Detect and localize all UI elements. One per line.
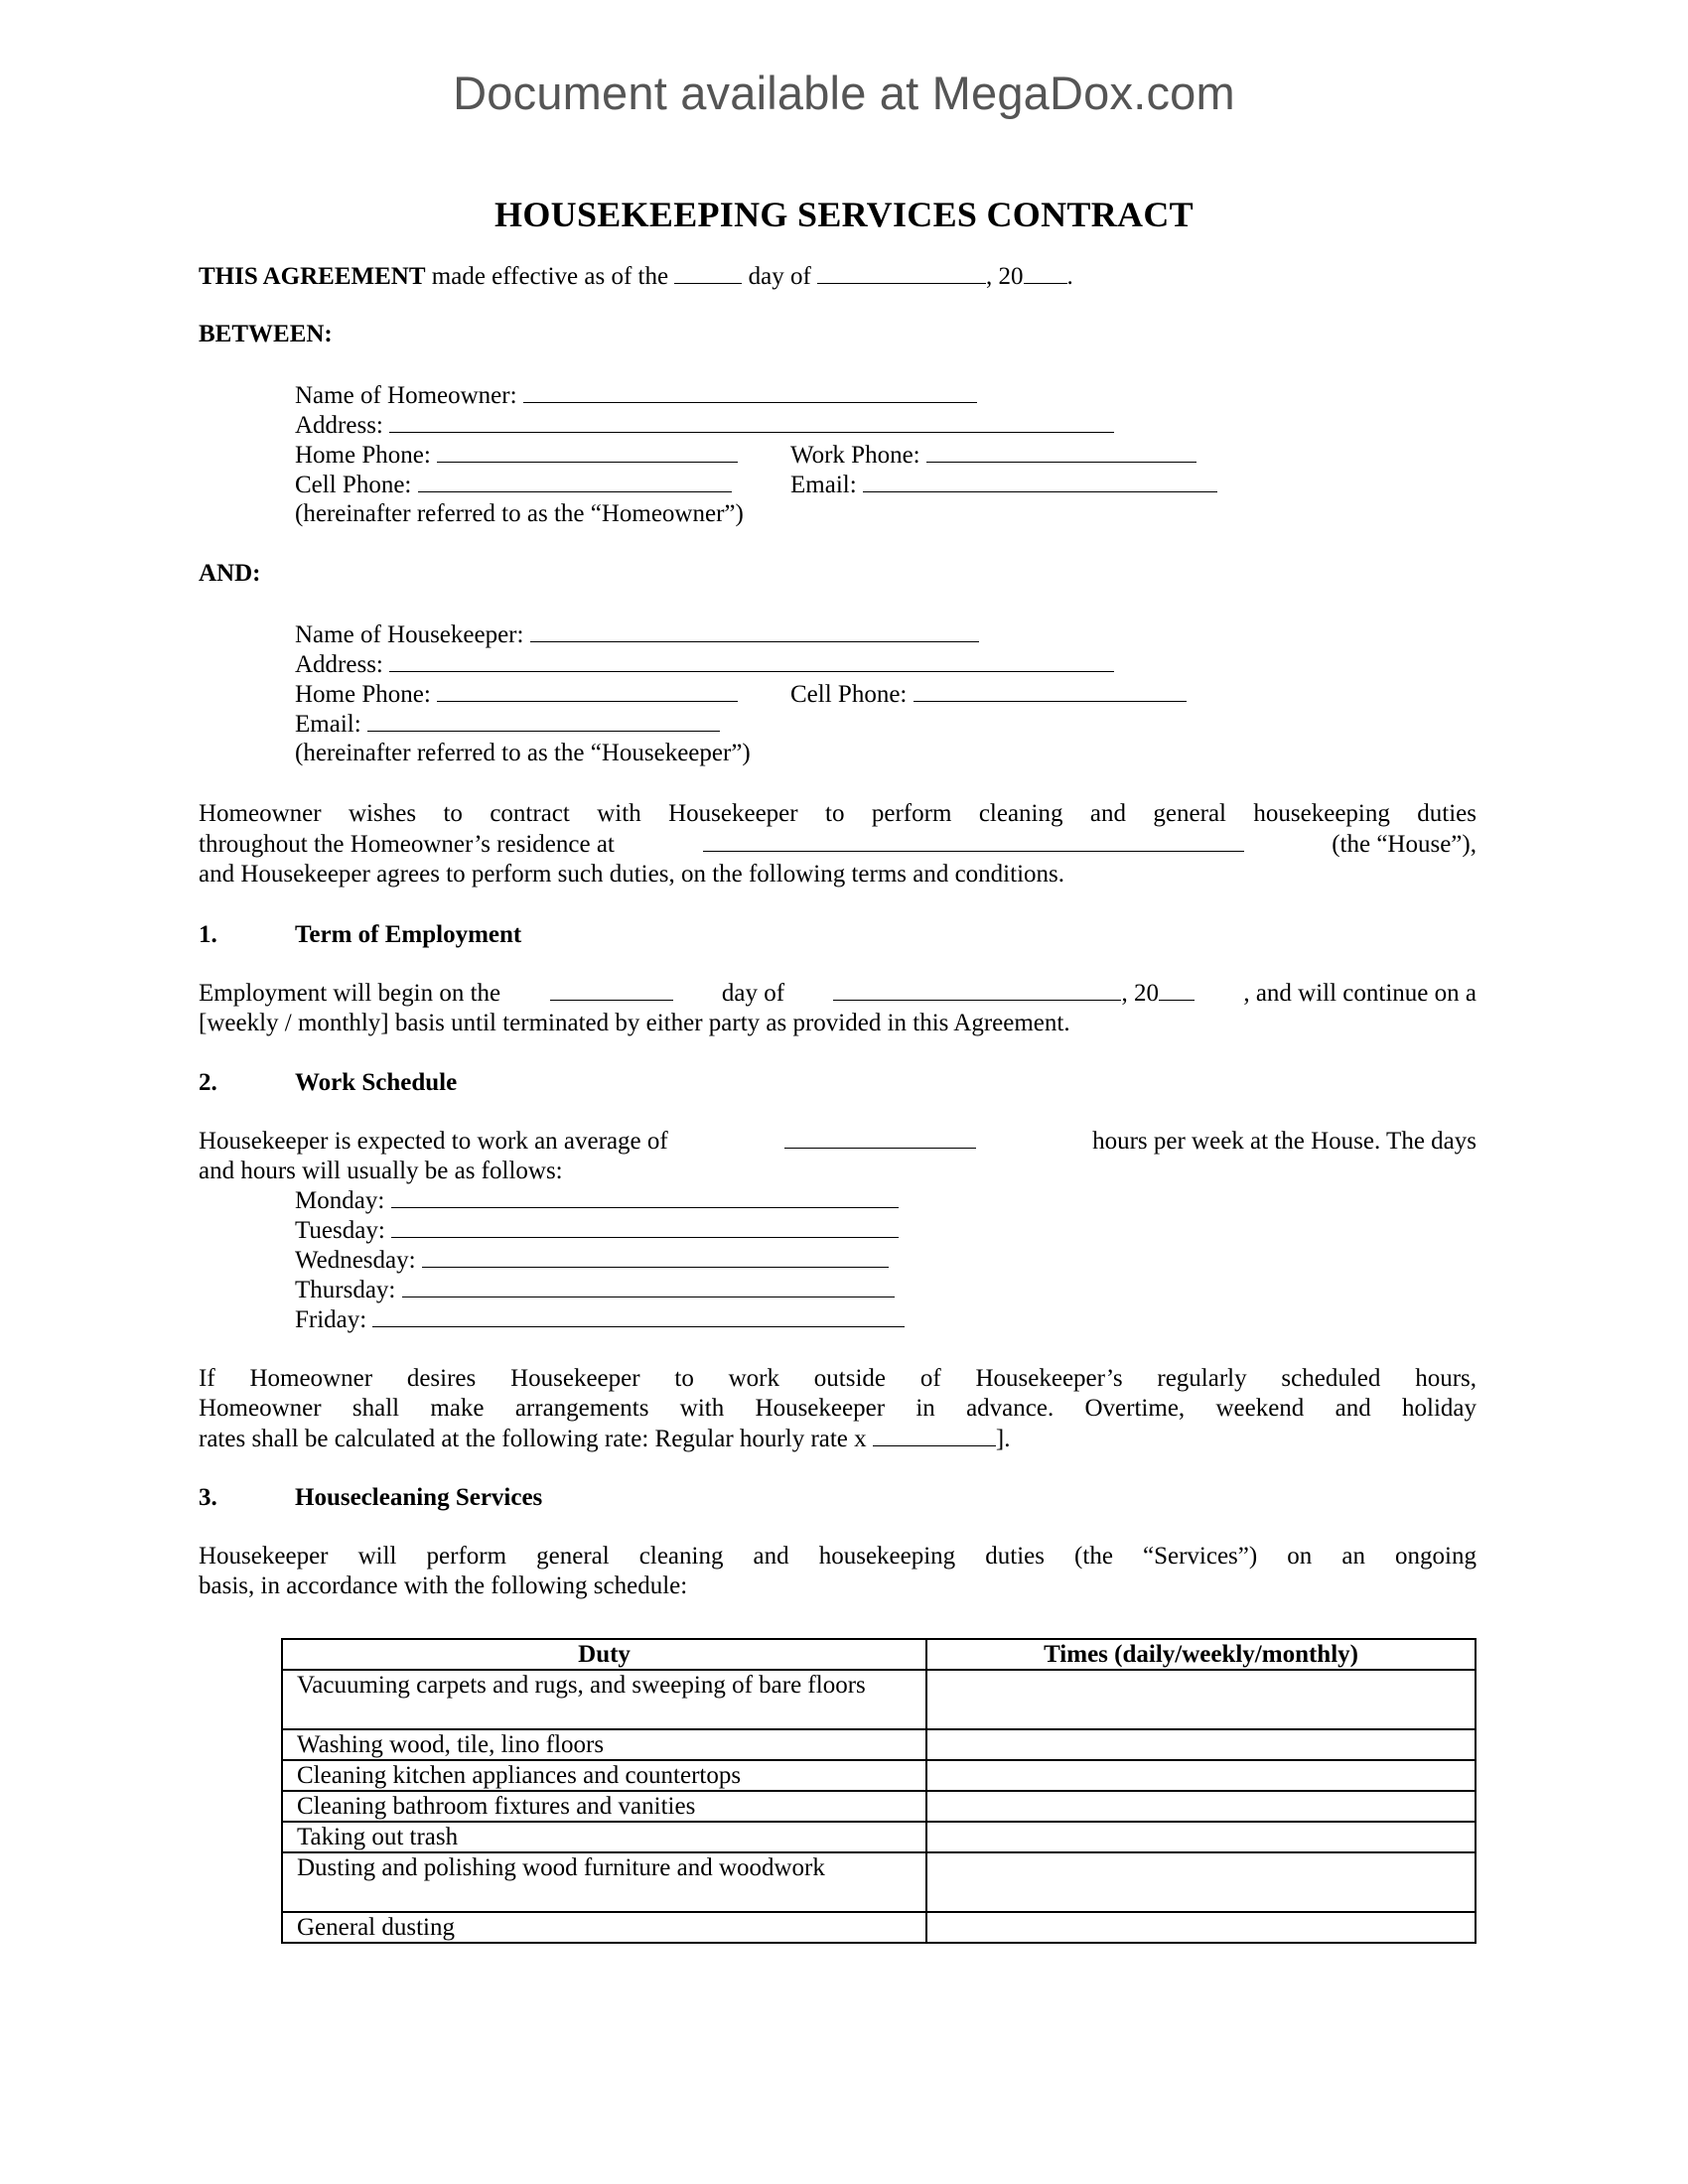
duty-cell: Cleaning bathroom fixtures and vanities (282, 1791, 926, 1822)
housekeeper-email-field[interactable] (367, 709, 720, 732)
paragraph-line: If Homeowner desires Housekeeper to work outside of Housekeeper’s regularly scheduled hours, (199, 1365, 1477, 1392)
column-header-times: Times (daily/weekly/monthly) (926, 1639, 1476, 1670)
duty-cell: General dusting (282, 1912, 926, 1943)
times-cell[interactable] (926, 1822, 1476, 1852)
schedule-monday-row (295, 1185, 899, 1216)
field-label: Email: (790, 472, 857, 498)
schedule-thursday-row (295, 1275, 895, 1305)
field-label: Name of Housekeeper: (295, 621, 524, 648)
times-cell[interactable] (926, 1912, 1476, 1943)
section-3-paragraph (199, 1542, 1477, 1601)
section-title: Housecleaning Services (295, 1484, 543, 1511)
housekeeper-phone-row (295, 679, 738, 710)
paragraph-line: basis, in accordance with the following schedule: (199, 1572, 688, 1599)
section-number: 3. (199, 1484, 217, 1511)
paragraph-text: (the “House”), (1332, 831, 1477, 858)
paragraph-line: Homeowner shall make arrangements with Housekeeper in advance. Overtime, weekend and holiday (199, 1395, 1477, 1422)
section-1-heading (199, 920, 993, 950)
wednesday-hours-field[interactable] (422, 1245, 889, 1268)
residence-address-field[interactable] (703, 829, 1244, 852)
agreement-lead: THIS AGREEMENT (199, 263, 426, 290)
duty-cell: Taking out trash (282, 1822, 926, 1852)
homeowner-address-field[interactable] (389, 410, 1114, 433)
start-month-field[interactable] (833, 978, 1121, 1001)
schedule-tuesday-row (295, 1215, 899, 1246)
homeowner-cell-row (295, 470, 732, 500)
field-label: Work Phone: (790, 442, 920, 469)
duty-cell: Vacuuming carpets and rugs, and sweeping of bare floors (282, 1670, 926, 1729)
paragraph-text: ]. (995, 1426, 1011, 1452)
year-blank[interactable] (1024, 261, 1067, 284)
paragraph-line: and Housekeeper agrees to perform such duties, on the following terms and conditions. (199, 861, 1064, 887)
homeowner-referred: (hereinafter referred to as the “Homeowner”) (295, 500, 744, 527)
paragraph-text: , and will continue on a (1243, 980, 1477, 1007)
duty-cell: Dusting and polishing wood furniture and woodwork (282, 1852, 926, 1912)
table-row (282, 1791, 1476, 1822)
agreement-text: day of (742, 263, 818, 290)
homeowner-email-row (790, 470, 1217, 500)
table-row (282, 1729, 1476, 1760)
between-label: BETWEEN: (199, 321, 333, 347)
day-label: Tuesday: (295, 1217, 385, 1244)
field-label: Address: (295, 651, 383, 678)
duty-cell: Cleaning kitchen appliances and countertops (282, 1760, 926, 1791)
month-blank[interactable] (817, 261, 986, 284)
homeowner-email-field[interactable] (863, 470, 1217, 492)
column-header-duty: Duty (282, 1639, 926, 1670)
day-label: Thursday: (295, 1277, 396, 1303)
homeowner-name-row (295, 380, 977, 411)
friday-hours-field[interactable] (372, 1304, 905, 1327)
paragraph-text: Employment will begin on the (199, 980, 501, 1007)
day-blank[interactable] (674, 261, 742, 284)
housekeeper-cell-row (790, 679, 1187, 710)
paragraph-line: Homeowner wishes to contract with Housekeeper to perform cleaning and general housekeeping duties (199, 800, 1477, 827)
paragraph-line: [weekly / monthly] basis until terminated by either party as provided in this Agreement. (199, 1010, 1070, 1036)
paragraph-line (199, 829, 1477, 860)
homeowner-work-phone-row (790, 440, 1196, 471)
paragraph-line (199, 1424, 1477, 1454)
section-title: Work Schedule (295, 1069, 458, 1096)
section-number: 2. (199, 1069, 217, 1096)
day-label: Monday: (295, 1187, 385, 1214)
housekeeper-address-field[interactable] (389, 649, 1114, 672)
section-2-heading (199, 1068, 993, 1098)
table-row (282, 1912, 1476, 1943)
table-row (282, 1760, 1476, 1791)
field-label: Name of Homeowner: (295, 382, 517, 409)
intro-paragraph (199, 799, 1477, 889)
schedule-wednesday-row (295, 1245, 889, 1276)
field-label: Cell Phone: (790, 681, 908, 708)
schedule-friday-row (295, 1304, 905, 1335)
section-1-paragraph (199, 978, 1477, 1038)
overtime-multiplier-field[interactable] (873, 1424, 996, 1446)
homeowner-address-row (295, 410, 1114, 441)
and-label: AND: (199, 560, 261, 587)
field-label: Home Phone: (295, 442, 431, 469)
paragraph-text: day of (721, 980, 785, 1007)
paragraph-text: throughout the Homeowner’s residence at (199, 831, 615, 858)
paragraph-line: and hours will usually be as follows: (199, 1158, 563, 1184)
field-label: Address: (295, 412, 383, 439)
times-cell[interactable] (926, 1729, 1476, 1760)
agreement-text: . (1066, 263, 1073, 290)
housekeeper-cell-phone-field[interactable] (914, 679, 1187, 702)
hours-per-week-field[interactable] (784, 1126, 976, 1149)
day-label: Friday: (295, 1306, 367, 1333)
watermark-text: Document available at MegaDox.com (453, 67, 1235, 119)
table-row (282, 1822, 1476, 1852)
housekeeper-address-row (295, 649, 1114, 680)
homeowner-name-field[interactable] (523, 380, 977, 403)
paragraph-line (199, 1126, 1477, 1157)
section-number: 1. (199, 921, 217, 948)
times-cell[interactable] (926, 1670, 1476, 1729)
duty-cell: Washing wood, tile, lino floors (282, 1729, 926, 1760)
housekeeper-name-field[interactable] (530, 619, 979, 642)
duties-table (281, 1638, 1477, 1944)
paragraph-text: Housekeeper is expected to work an average of (199, 1128, 668, 1155)
housekeeper-email-row (295, 709, 720, 740)
section-2-paragraph (199, 1126, 1477, 1186)
homeowner-phone-row (295, 440, 738, 471)
paragraph-line: Housekeeper will perform general cleaning and housekeeping duties (the “Services”) on an ongoing (199, 1543, 1477, 1570)
agreement-line (199, 261, 1073, 292)
times-cell[interactable] (926, 1791, 1476, 1822)
times-cell[interactable] (926, 1852, 1476, 1912)
document-title: HOUSEKEEPING SERVICES CONTRACT (494, 195, 1194, 234)
homeowner-cell-phone-field[interactable] (418, 470, 732, 492)
table-header-row (282, 1639, 1476, 1670)
field-label: Cell Phone: (295, 472, 412, 498)
homeowner-home-phone-field[interactable] (437, 440, 738, 463)
start-day-field[interactable] (550, 978, 673, 1001)
housekeeper-home-phone-field[interactable] (437, 679, 738, 702)
housekeeper-name-row (295, 619, 979, 650)
overtime-paragraph (199, 1364, 1477, 1454)
field-label: Home Phone: (295, 681, 431, 708)
monday-hours-field[interactable] (391, 1185, 899, 1208)
section-title: Term of Employment (295, 921, 522, 948)
table-row (282, 1852, 1476, 1912)
times-cell[interactable] (926, 1760, 1476, 1791)
agreement-text: , 20 (986, 263, 1024, 290)
housekeeper-referred: (hereinafter referred to as the “Housekeeper”) (295, 740, 751, 766)
day-label: Wednesday: (295, 1247, 416, 1274)
paragraph-line (199, 978, 1477, 1009)
agreement-text: made effective as of the (425, 263, 675, 290)
homeowner-work-phone-field[interactable] (926, 440, 1196, 463)
tuesday-hours-field[interactable] (391, 1215, 899, 1238)
field-label: Email: (295, 711, 361, 738)
section-3-heading (199, 1483, 993, 1513)
paragraph-text: hours per week at the House. The days (1092, 1128, 1477, 1155)
table-row (282, 1670, 1476, 1729)
paragraph-text: rates shall be calculated at the following rate: Regular hourly rate x (199, 1426, 867, 1452)
paragraph-text: , 20 (1121, 980, 1159, 1007)
thursday-hours-field[interactable] (402, 1275, 895, 1297)
start-year-field[interactable] (1159, 978, 1195, 1001)
